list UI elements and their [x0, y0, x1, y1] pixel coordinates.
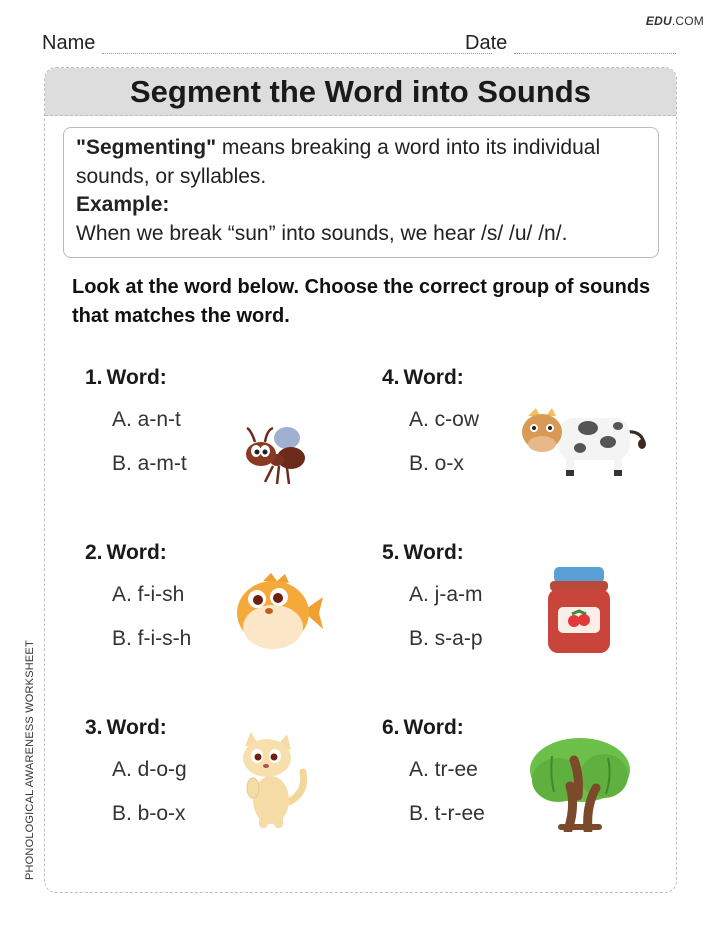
- example-label: Example:: [76, 193, 170, 216]
- definition-text: means breaking a word into its individual sounds, or syllables.: [76, 136, 601, 188]
- option-b[interactable]: B. f-i-s-h: [112, 627, 192, 650]
- question-3: [85, 716, 365, 856]
- option-a[interactable]: A. tr-ee: [409, 758, 478, 781]
- brand-logo: EDU.COM: [645, 14, 704, 28]
- definition-box: [63, 127, 659, 258]
- question-heading: 5. Word:: [382, 541, 464, 564]
- name-line: [102, 53, 492, 54]
- option-a[interactable]: A. c-ow: [409, 408, 480, 431]
- name-label: Name: [42, 32, 96, 54]
- question-heading: 1. Word:: [85, 366, 167, 389]
- option-b[interactable]: B. b-o-x: [112, 802, 186, 825]
- side-label: PHONOLOGICAL AWARENESS WORKSHEET: [24, 640, 36, 880]
- question-heading: 2. Word:: [85, 541, 167, 564]
- fish-icon: [233, 571, 325, 653]
- option-a[interactable]: A. d-o-g: [112, 758, 187, 781]
- question-heading: 6. Word:: [382, 716, 464, 739]
- option-a[interactable]: A. j-a-m: [409, 583, 483, 606]
- option-b[interactable]: B. t-r-ee: [409, 802, 485, 825]
- dog-icon: [233, 732, 311, 830]
- question-5: [382, 541, 662, 681]
- tree-icon: [528, 736, 632, 832]
- question-4: [382, 366, 662, 506]
- question-2: [85, 541, 365, 681]
- cow-icon: [522, 406, 648, 478]
- question-heading: 4. Word:: [382, 366, 464, 389]
- date-line: [514, 53, 676, 54]
- definition-term: "Segmenting": [76, 136, 217, 159]
- question-1: [85, 366, 365, 506]
- question-6: [382, 716, 662, 856]
- ant-icon: [243, 418, 311, 488]
- option-b[interactable]: B. a-m-t: [112, 452, 187, 475]
- option-a[interactable]: A. a-n-t: [112, 408, 181, 431]
- worksheet-panel: [44, 67, 677, 893]
- option-b[interactable]: B. o-x: [409, 452, 464, 475]
- page-title: Segment the Word into Sounds: [45, 68, 676, 116]
- instruction-text: Look at the word below. Choose the correct group of sounds that matches the word.: [72, 276, 651, 327]
- option-b[interactable]: B. s-a-p: [409, 627, 483, 650]
- name-date-row: [42, 32, 676, 56]
- option-a[interactable]: A. f-i-sh: [112, 583, 185, 606]
- jam-icon: [544, 565, 614, 657]
- date-label: Date: [465, 32, 508, 54]
- question-heading: 3. Word:: [85, 716, 167, 739]
- example-text: When we break “sun” into sounds, we hear /s/ /u/ /n/.: [76, 221, 568, 245]
